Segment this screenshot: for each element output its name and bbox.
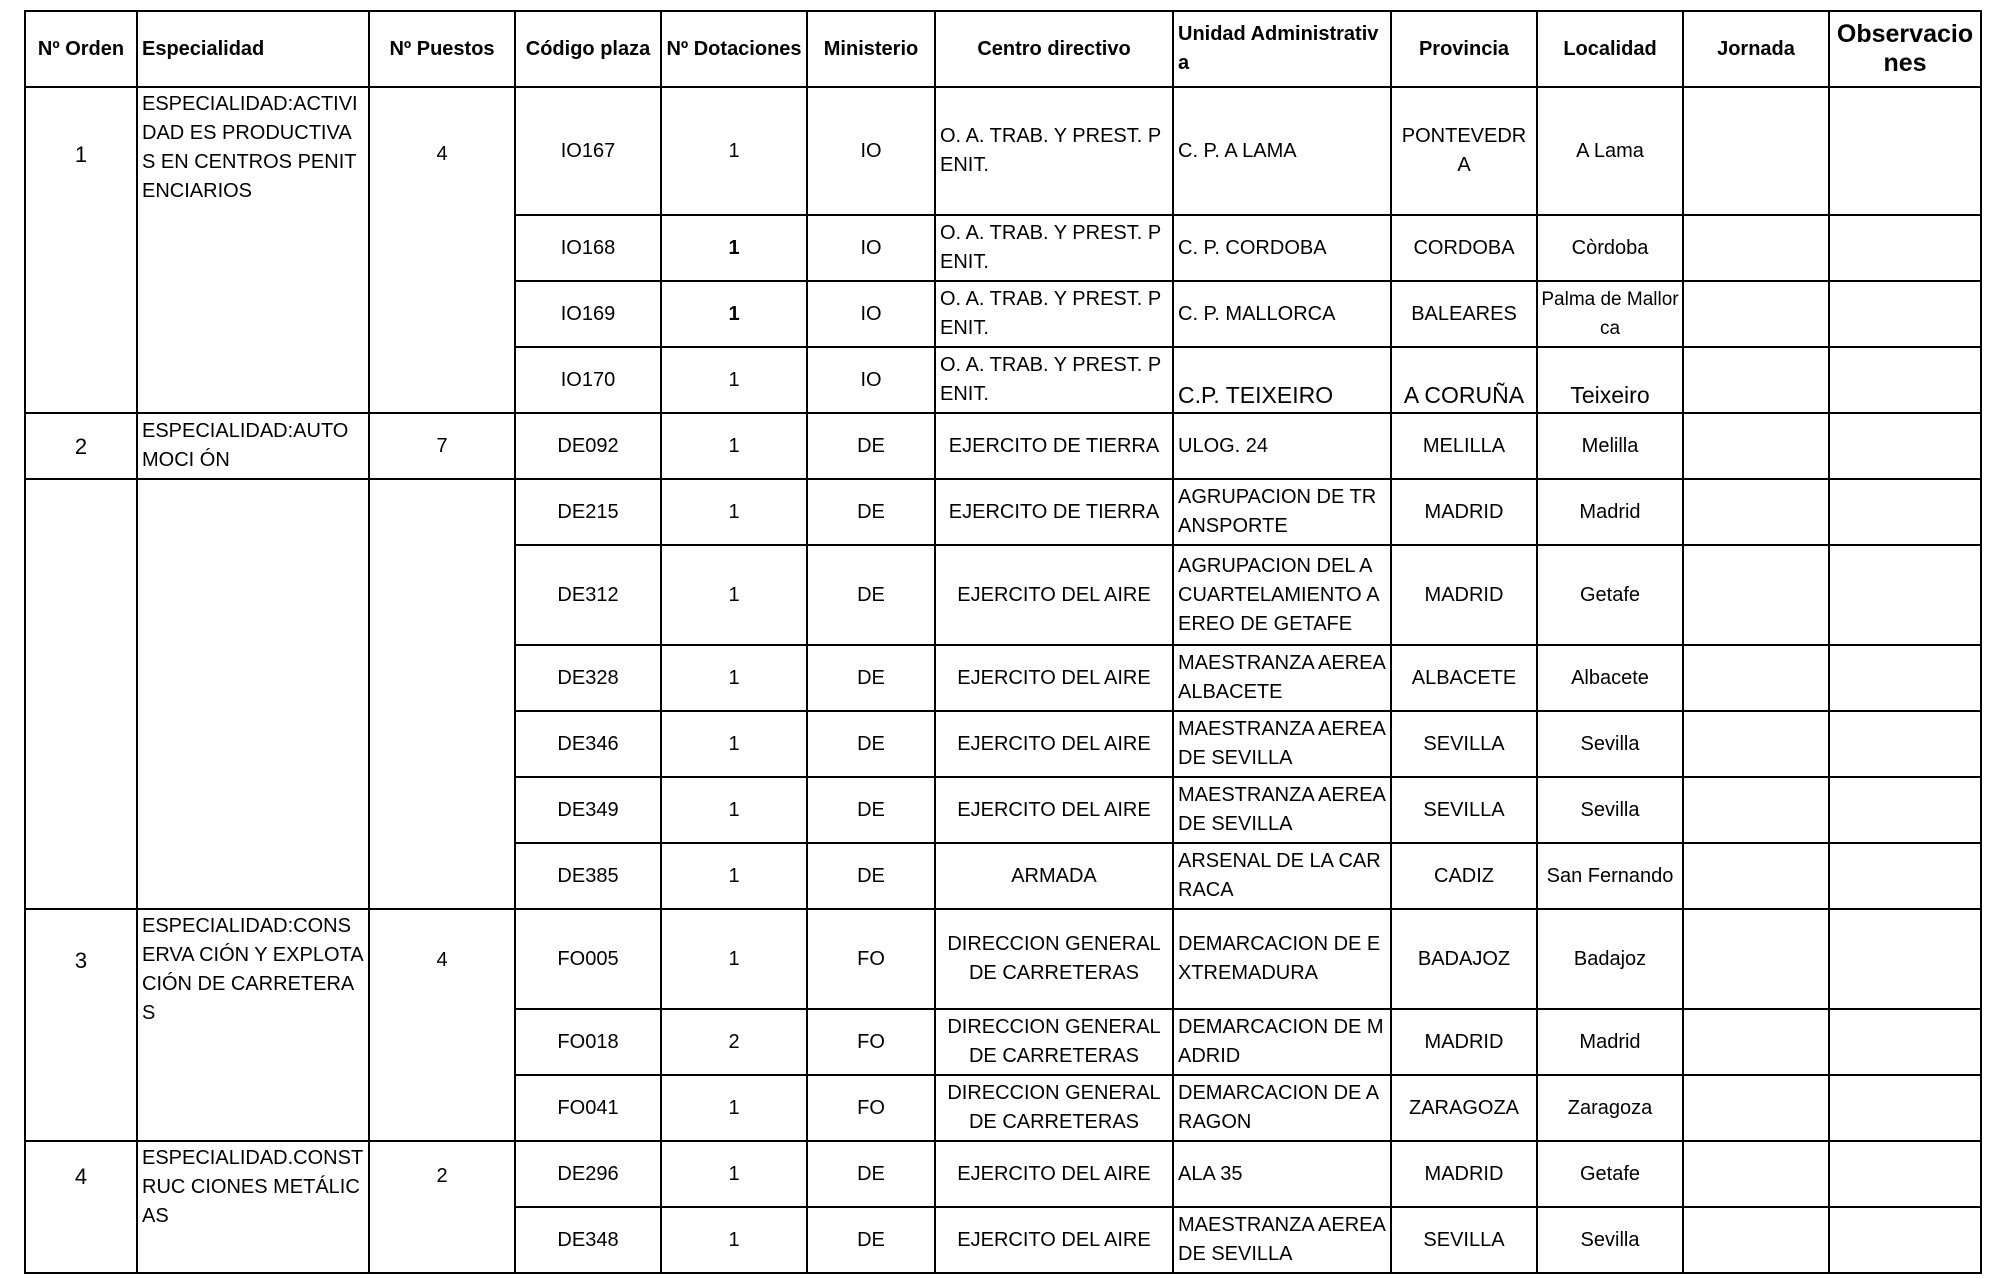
localidad-cell: Getafe [1537,545,1683,645]
localidad-cell: Teixeiro [1537,347,1683,413]
provincia-cell: ALBACETE [1391,645,1537,711]
provincia-cell: PONTEVEDRA [1391,87,1537,215]
codigo-cell: IO167 [515,87,661,215]
jornada-cell [1683,909,1829,1009]
observaciones-cell [1829,281,1981,347]
codigo-cell: FO005 [515,909,661,1009]
unidad-cell: ALA 35 [1173,1141,1391,1207]
ministerio-cell: DE [807,777,935,843]
provincia-cell: MADRID [1391,479,1537,545]
ministerio-cell: IO [807,347,935,413]
especialidad-cell: ESPECIALIDAD:CONSERVA CIÓN Y EXPLOTACIÓN DE CARRETERAS [137,909,369,1141]
ministerio-cell: FO [807,1009,935,1075]
dotaciones-cell: 1 [661,777,807,843]
observaciones-cell [1829,413,1981,479]
jornada-cell [1683,215,1829,281]
jornada-cell [1683,545,1829,645]
observaciones-cell [1829,347,1981,413]
ministerio-cell: IO [807,281,935,347]
unidad-cell: MAESTRANZA AEREA DE SEVILLA [1173,711,1391,777]
jornada-cell [1683,645,1829,711]
unidad-cell: AGRUPACION DEL ACUARTELAMIENTO AEREO DE GETAFE [1173,545,1391,645]
provincia-cell: SEVILLA [1391,1207,1537,1273]
header-row [25,11,1981,87]
dotaciones-cell: 1 [661,645,807,711]
ministerio-cell: DE [807,545,935,645]
dotaciones-cell: 1 [661,479,807,545]
especialidad-cell: ESPECIALIDAD.CONSTRUC CIONES METÁLICAS [137,1141,369,1273]
unidad-cell: C. P. A LAMA [1173,87,1391,215]
ministerio-cell: DE [807,413,935,479]
unidad-cell: DEMARCACION DE ARAGON [1173,1075,1391,1141]
localidad-cell: Sevilla [1537,777,1683,843]
ministerio-cell: DE [807,843,935,909]
table-row [25,413,1981,479]
observaciones-cell [1829,777,1981,843]
especialidad-cell: ESPECIALIDAD:ACTIVIDAD ES PRODUCTIVAS EN CENTROS PENITENCIARIOS [137,87,369,413]
centro-cell: O. A. TRAB. Y PREST. PENIT. [935,281,1173,347]
dotaciones-cell: 1 [661,545,807,645]
observaciones-cell [1829,1207,1981,1273]
provincia-cell: SEVILLA [1391,711,1537,777]
observaciones-cell [1829,645,1981,711]
jornada-cell [1683,87,1829,215]
codigo-cell: DE385 [515,843,661,909]
ministerio-cell: IO [807,87,935,215]
dotaciones-cell: 1 [661,1075,807,1141]
centro-cell: EJERCITO DEL AIRE [935,711,1173,777]
codigo-cell: DE349 [515,777,661,843]
jornada-cell [1683,347,1829,413]
observaciones-cell [1829,843,1981,909]
localidad-cell: Madrid [1537,479,1683,545]
provincia-cell: MADRID [1391,1009,1537,1075]
jornada-cell [1683,1009,1829,1075]
table-row [25,1141,1981,1207]
localidad-cell: Melilla [1537,413,1683,479]
dotaciones-cell: 1 [661,413,807,479]
especialidad-empty-cell [137,479,369,909]
unidad-cell: DEMARCACION DE MADRID [1173,1009,1391,1075]
unidad-cell: C.P. TEIXEIRO [1173,347,1391,413]
orden-empty-cell [25,479,137,909]
ministerio-cell: DE [807,645,935,711]
dotaciones-cell: 1 [661,1141,807,1207]
observaciones-cell [1829,87,1981,215]
centro-cell: EJERCITO DEL AIRE [935,645,1173,711]
centro-cell: DIRECCION GENERAL DE CARRETERAS [935,1075,1173,1141]
unidad-cell: ARSENAL DE LA CARRACA [1173,843,1391,909]
codigo-cell: DE092 [515,413,661,479]
codigo-cell: IO169 [515,281,661,347]
header-ministerio: Ministerio [807,11,935,87]
centro-cell: ARMADA [935,843,1173,909]
especialidad-cell: ESPECIALIDAD:AUTOMOCI ÓN [137,413,369,479]
dotaciones-cell: 1 [661,711,807,777]
provincia-cell: BADAJOZ [1391,909,1537,1009]
puestos-cell: 7 [369,413,515,479]
observaciones-cell [1829,545,1981,645]
provincia-cell: BALEARES [1391,281,1537,347]
provincia-cell: SEVILLA [1391,777,1537,843]
localidad-cell: A Lama [1537,87,1683,215]
unidad-cell: MAESTRANZA AEREA ALBACETE [1173,645,1391,711]
dotaciones-cell: 1 [661,347,807,413]
codigo-cell: IO168 [515,215,661,281]
jornada-cell [1683,281,1829,347]
dotaciones-cell: 1 [661,1207,807,1273]
localidad-cell: Zaragoza [1537,1075,1683,1141]
document-sheet [24,10,1980,1274]
header-especialidad: Especialidad [137,11,369,87]
ministerio-cell: DE [807,711,935,777]
centro-cell: DIRECCION GENERAL DE CARRETERAS [935,1009,1173,1075]
header-dotaciones: Nº Dotaciones [661,11,807,87]
centro-cell: EJERCITO DEL AIRE [935,1207,1173,1273]
localidad-cell: Badajoz [1537,909,1683,1009]
localidad-cell: Palma de Mallorca [1537,281,1683,347]
localidad-cell: Sevilla [1537,1207,1683,1273]
unidad-cell: DEMARCACION DE EXTREMADURA [1173,909,1391,1009]
header-observaciones: Observaciones [1829,11,1981,87]
centro-cell: DIRECCION GENERAL DE CARRETERAS [935,909,1173,1009]
observaciones-cell [1829,479,1981,545]
unidad-cell: MAESTRANZA AEREA DE SEVILLA [1173,777,1391,843]
observaciones-cell [1829,215,1981,281]
codigo-cell: DE215 [515,479,661,545]
puestos-cell: 4 [369,87,515,413]
orden-cell: 2 [25,413,137,479]
jornada-cell [1683,413,1829,479]
header-unidad: Unidad Administrativa [1173,11,1391,87]
orden-cell: 4 [25,1141,137,1273]
unidad-cell: MAESTRANZA AEREA DE SEVILLA [1173,1207,1391,1273]
puestos-cell: 4 [369,909,515,1141]
header-localidad: Localidad [1537,11,1683,87]
ministerio-cell: FO [807,1075,935,1141]
centro-cell: EJERCITO DE TIERRA [935,413,1173,479]
provincia-cell: ZARAGOZA [1391,1075,1537,1141]
provincia-cell: A CORUÑA [1391,347,1537,413]
provincia-cell: CORDOBA [1391,215,1537,281]
header-jornada: Jornada [1683,11,1829,87]
centro-cell: O. A. TRAB. Y PREST. PENIT. [935,215,1173,281]
dotaciones-cell: 1 [661,281,807,347]
table-row [25,909,1981,1009]
codigo-cell: FO018 [515,1009,661,1075]
ministerio-cell: DE [807,1207,935,1273]
codigo-cell: DE328 [515,645,661,711]
provincia-cell: MELILLA [1391,413,1537,479]
jornada-cell [1683,843,1829,909]
ministerio-cell: DE [807,1141,935,1207]
puestos-cell: 2 [369,1141,515,1273]
header-orden: Nº Orden [25,11,137,87]
provincia-cell: CADIZ [1391,843,1537,909]
dotaciones-cell: 1 [661,87,807,215]
unidad-cell: C. P. MALLORCA [1173,281,1391,347]
codigo-cell: DE346 [515,711,661,777]
header-provincia: Provincia [1391,11,1537,87]
dotaciones-cell: 1 [661,909,807,1009]
codigo-cell: FO041 [515,1075,661,1141]
ministerio-cell: FO [807,909,935,1009]
observaciones-cell [1829,1141,1981,1207]
jornada-cell [1683,777,1829,843]
centro-cell: O. A. TRAB. Y PREST. PENIT. [935,347,1173,413]
observaciones-cell [1829,711,1981,777]
unidad-cell: ULOG. 24 [1173,413,1391,479]
provincia-cell: MADRID [1391,545,1537,645]
jornada-cell [1683,1075,1829,1141]
observaciones-cell [1829,1009,1981,1075]
unidad-cell: AGRUPACION DE TRANSPORTE [1173,479,1391,545]
codigo-cell: DE312 [515,545,661,645]
localidad-cell: San Fernando [1537,843,1683,909]
jornada-cell [1683,1207,1829,1273]
orden-cell: 1 [25,87,137,413]
ministerio-cell: DE [807,479,935,545]
dotaciones-cell: 2 [661,1009,807,1075]
jornada-cell [1683,711,1829,777]
localidad-cell: Sevilla [1537,711,1683,777]
centro-cell: O. A. TRAB. Y PREST. PENIT. [935,87,1173,215]
provincia-cell: MADRID [1391,1141,1537,1207]
jornada-cell [1683,1141,1829,1207]
localidad-cell: Còrdoba [1537,215,1683,281]
dotaciones-cell: 1 [661,843,807,909]
header-codigo: Código plaza [515,11,661,87]
localidad-cell: Madrid [1537,1009,1683,1075]
jornada-cell [1683,479,1829,545]
dotaciones-cell: 1 [661,215,807,281]
codigo-cell: DE296 [515,1141,661,1207]
puestos-empty-cell [369,479,515,909]
header-puestos: Nº Puestos [369,11,515,87]
localidad-cell: Albacete [1537,645,1683,711]
codigo-cell: IO170 [515,347,661,413]
observaciones-cell [1829,909,1981,1009]
centro-cell: EJERCITO DEL AIRE [935,1141,1173,1207]
unidad-cell: C. P. CORDOBA [1173,215,1391,281]
ministerio-cell: IO [807,215,935,281]
centro-cell: EJERCITO DEL AIRE [935,545,1173,645]
codigo-cell: DE348 [515,1207,661,1273]
centro-cell: EJERCITO DEL AIRE [935,777,1173,843]
localidad-cell: Getafe [1537,1141,1683,1207]
table-row [25,479,1981,545]
centro-cell: EJERCITO DE TIERRA [935,479,1173,545]
orden-cell: 3 [25,909,137,1141]
header-centro: Centro directivo [935,11,1173,87]
table-row [25,87,1981,215]
plazas-table [24,10,1982,1274]
observaciones-cell [1829,1075,1981,1141]
